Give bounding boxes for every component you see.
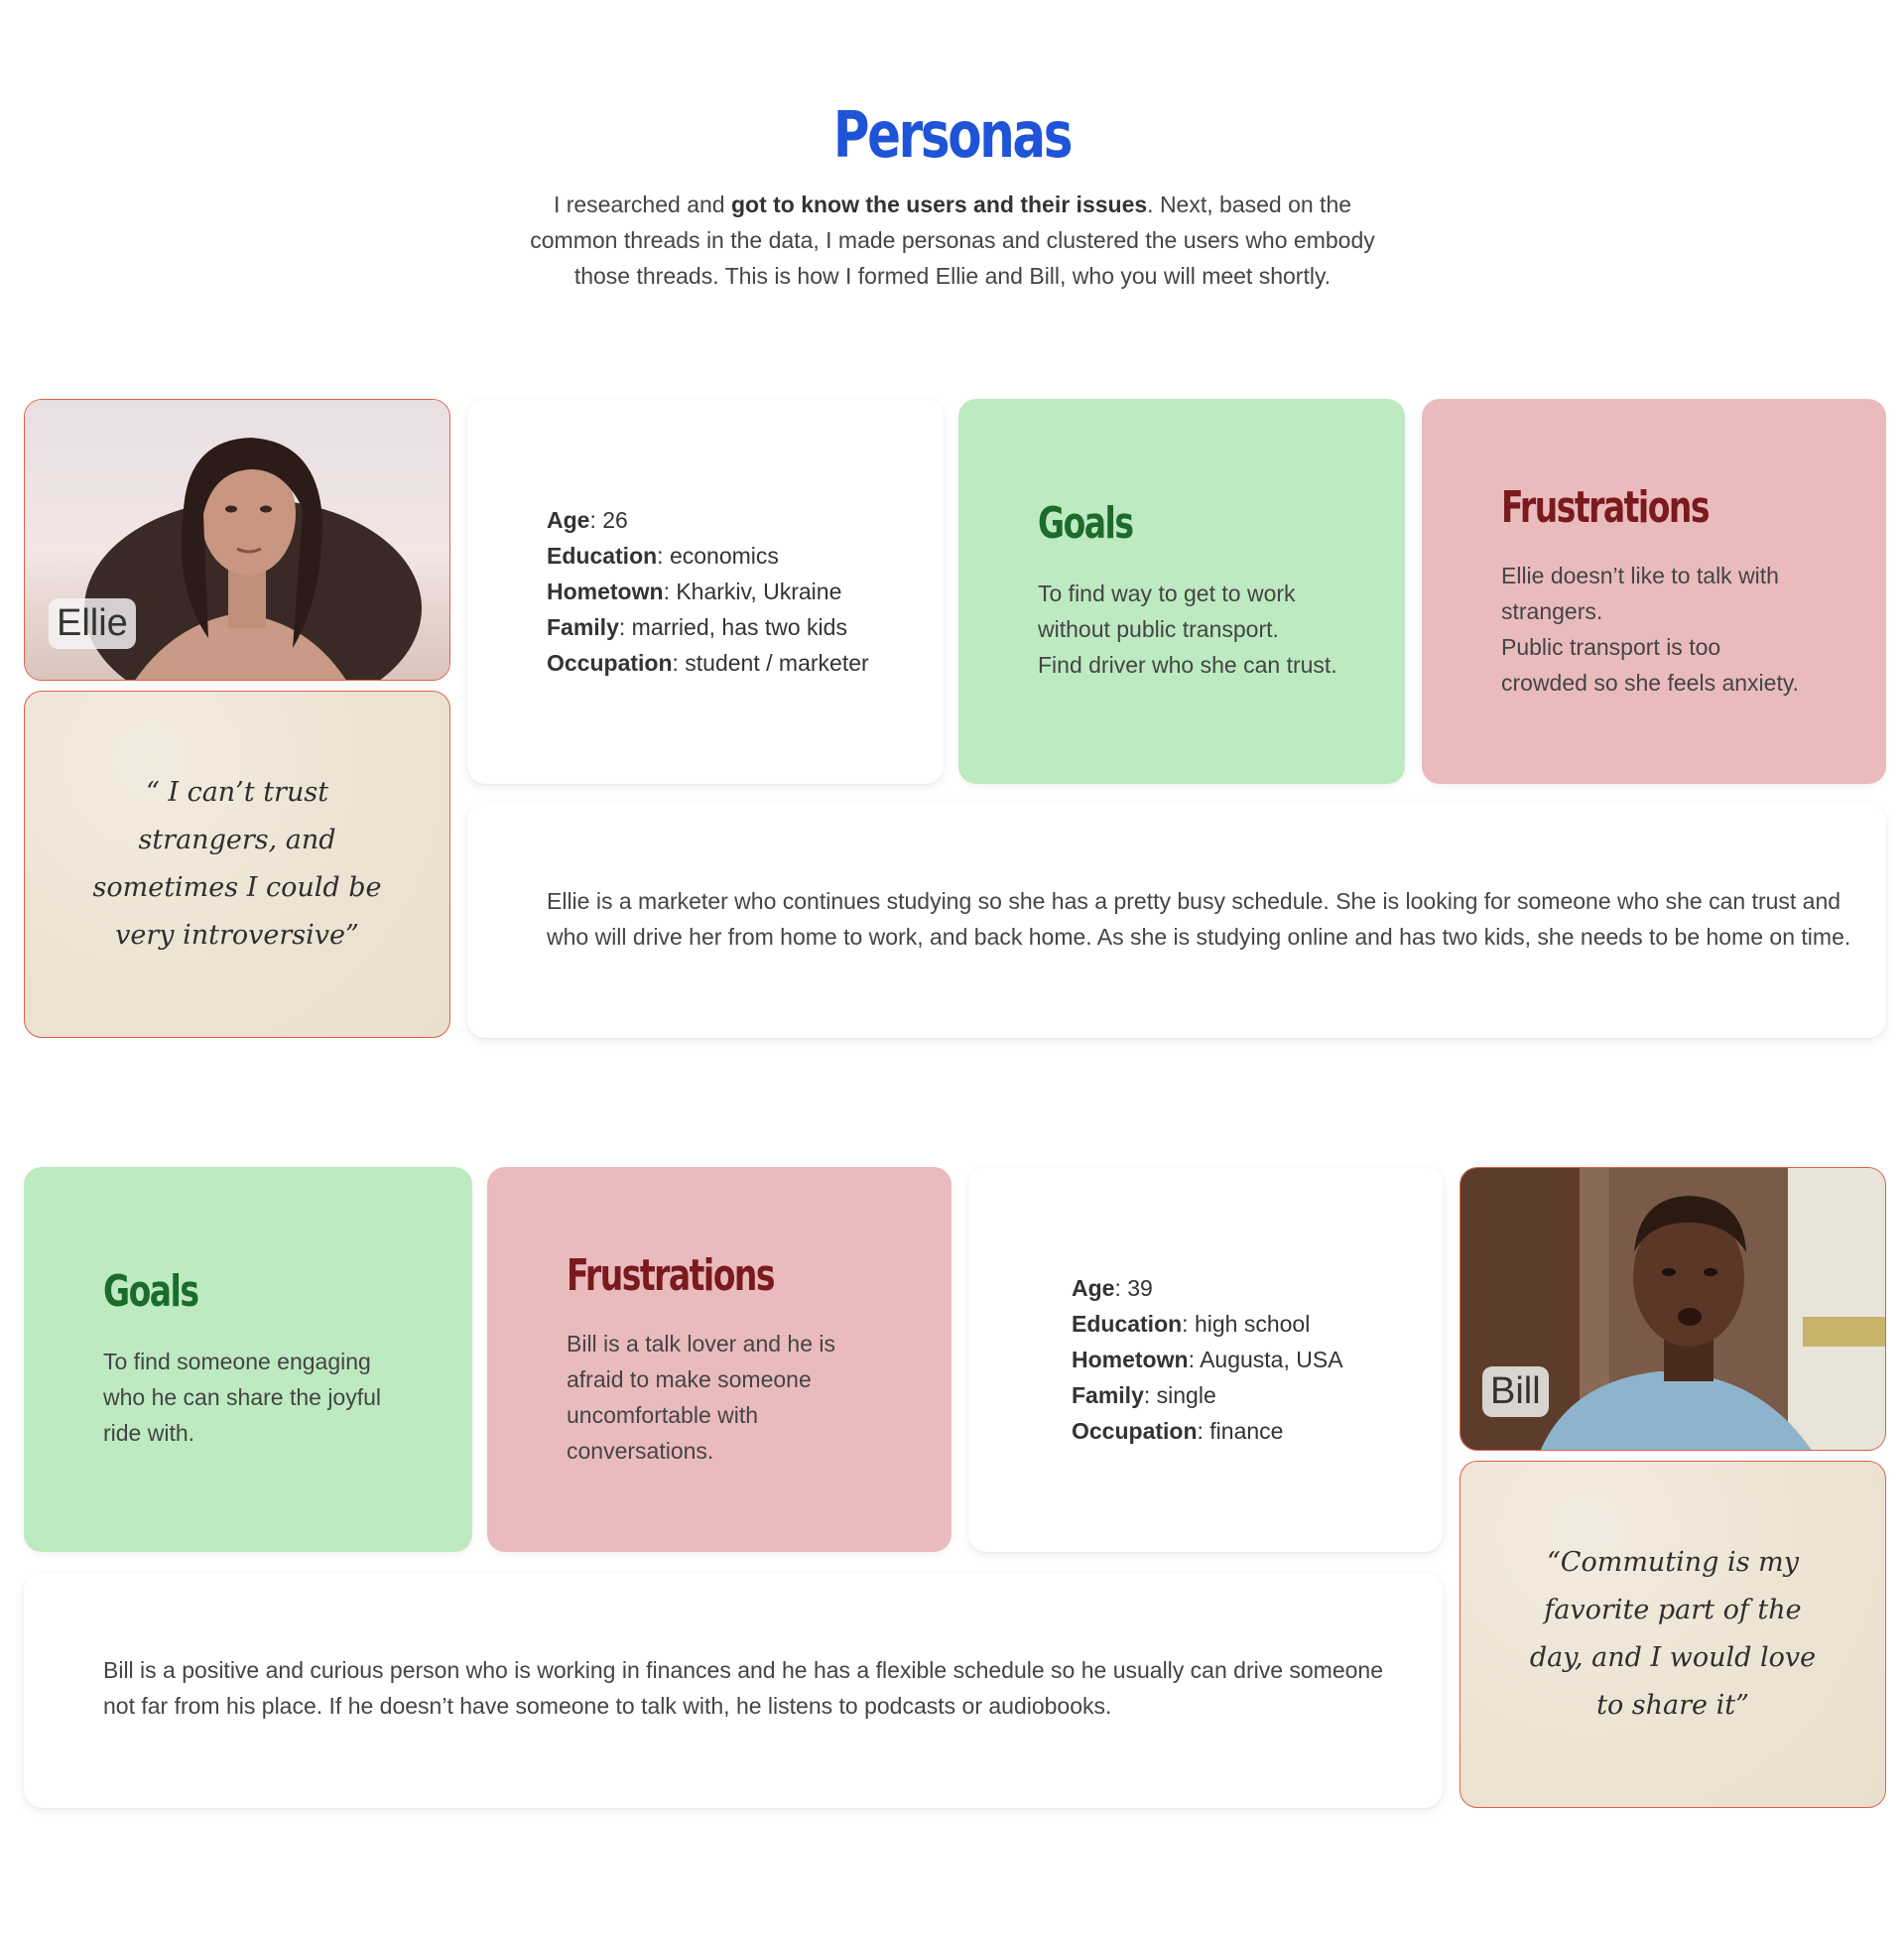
bio-text: Ellie is a marketer who continues studying so she has a pretty busy schedule. She is looking for someone who she can trust and who will drive her from home to work, and back home. As she is studying online and has two kids, she needs to be home on time.	[547, 888, 1851, 950]
info-hometown: Hometown: Kharkiv, Ukraine	[547, 579, 842, 604]
ellie-info-list	[547, 502, 869, 681]
ellie-photo-card	[24, 399, 450, 681]
info-age: Age: 39	[1072, 1275, 1153, 1301]
quote-line: to share it”	[1596, 1690, 1749, 1721]
bill-quote-card	[1460, 1461, 1886, 1808]
quote-line: day, and I would love	[1529, 1642, 1817, 1673]
intro-text-bold: got to know the users and their issues	[730, 192, 1148, 217]
ellie-goals-card	[958, 399, 1405, 784]
quote-line: strangers, and	[138, 825, 336, 855]
intro-text-start: I researched and	[553, 192, 731, 217]
info-family: Family: married, has two kids	[547, 614, 847, 640]
bill-info-list	[1072, 1270, 1343, 1449]
intro-paragraph	[526, 187, 1379, 294]
quote-line: favorite part of the	[1544, 1595, 1802, 1625]
info-occupation: Occupation: finance	[1072, 1418, 1284, 1444]
bio-text: Bill is a positive and curious person who is working in finances and he has a flexible schedule so he usually can drive someone not far from his place. If he doesn’t have someone to talk with, he listens to podcasts or audiobooks.	[103, 1657, 1384, 1719]
goals-text: To find someone engaging who he can share the joyful ride with.	[103, 1349, 382, 1446]
goals-heading: Goals	[1038, 498, 1133, 549]
quote-line: very introversive”	[115, 920, 359, 951]
quote-line: “ I can’t trust	[145, 777, 329, 808]
bill-goals-card	[24, 1167, 472, 1552]
ellie-quote-card	[24, 691, 450, 1038]
bill-name-tag: Bill	[1482, 1366, 1549, 1417]
ellie-frustrations-card	[1422, 399, 1886, 784]
ellie-info-card	[467, 399, 944, 784]
info-education: Education: high school	[1072, 1311, 1311, 1337]
bill-photo-card	[1460, 1167, 1886, 1451]
ellie-quote	[88, 769, 386, 960]
info-education: Education: economics	[547, 543, 779, 569]
bill-quote	[1509, 1539, 1837, 1730]
goals-text: To find way to get to work without public transport. Find driver who she can trust.	[1038, 581, 1337, 678]
quote-line: “Commuting is my	[1547, 1547, 1799, 1578]
frustrations-heading: Frustrations	[567, 1250, 775, 1301]
bill-info-card	[968, 1167, 1443, 1552]
intro-text-end: . Next, based on the common threads in the data, I made personas and clustered the users who embody those threads. This is how I formed Ellie and Bill, who you will meet shortly.	[530, 192, 1375, 289]
info-age: Age: 26	[547, 507, 628, 533]
frustrations-text: Ellie doesn’t like to talk with strangers. Public transport is too crowded so she feels anxiety.	[1501, 563, 1800, 696]
info-occupation: Occupation: student / marketer	[547, 650, 869, 676]
goals-heading: Goals	[103, 1266, 198, 1317]
frustrations-text: Bill is a talk lover and he is afraid to make someone uncomfortable with conversations.	[567, 1331, 836, 1464]
ellie-name-tag: Ellie	[49, 598, 136, 649]
info-family: Family: single	[1072, 1382, 1216, 1408]
bill-frustrations-card	[487, 1167, 952, 1552]
frustrations-heading: Frustrations	[1501, 482, 1710, 533]
info-hometown: Hometown: Augusta, USA	[1072, 1347, 1343, 1372]
ellie-bio-card	[467, 804, 1886, 1038]
bill-bio-card	[24, 1573, 1443, 1808]
page-title: Personas	[832, 99, 1072, 173]
quote-line: sometimes I could be	[92, 872, 382, 903]
